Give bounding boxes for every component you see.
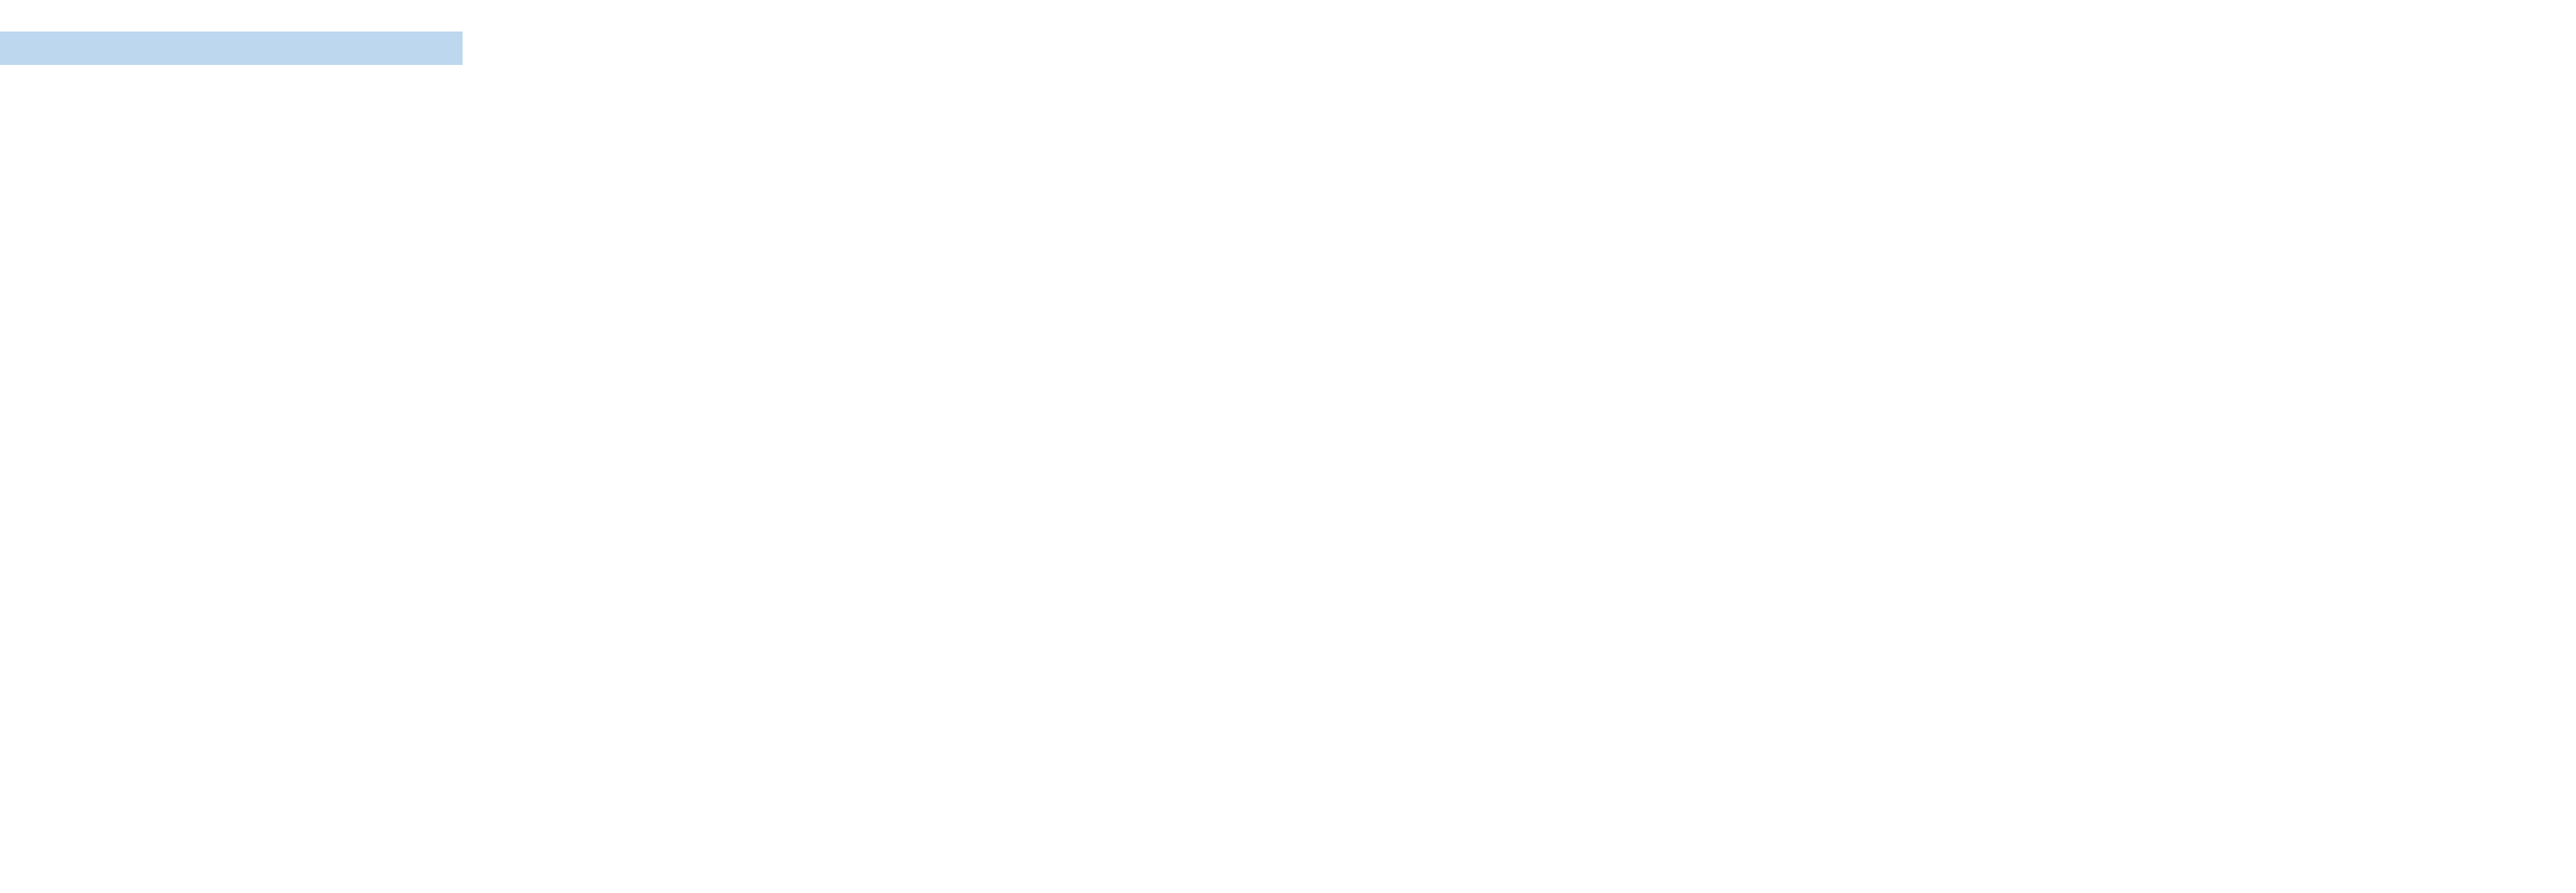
sheet-title bbox=[0, 32, 463, 65]
